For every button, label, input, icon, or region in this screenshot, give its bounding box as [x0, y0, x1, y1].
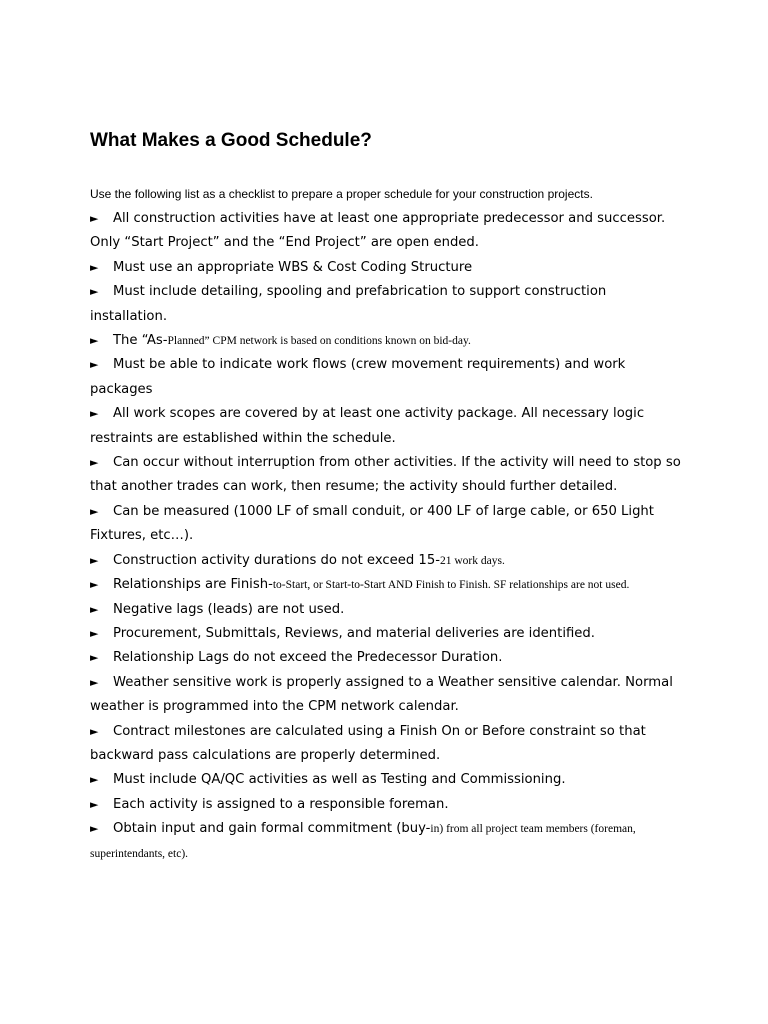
list-item-text: Weather sensitive work is properly assigned to a Weather sensitive calendar. Normal weather is programmed into the CPM network calendar.	[90, 674, 673, 715]
list-item	[90, 671, 682, 720]
list-item-text: The “As-	[113, 333, 168, 349]
bullet-arrow-icon: ►	[90, 651, 99, 665]
list-item	[90, 573, 682, 597]
list-item	[90, 622, 682, 646]
bullet-arrow-icon: ►	[90, 504, 99, 518]
list-item-text: Must include QA/QC activities as well as Testing and Commissioning.	[113, 772, 566, 788]
bullet-arrow-icon: ►	[90, 334, 99, 348]
list-item-text: Relationship Lags do not exceed the Predecessor Duration.	[113, 650, 503, 666]
bullet-arrow-icon: ►	[90, 456, 99, 470]
list-item-text: Can occur without interruption from other activities. If the activity will need to stop so that another trades can work, then resume; the activity should further detailed.	[90, 455, 681, 495]
checklist	[90, 207, 682, 866]
bullet-arrow-icon: ►	[90, 626, 99, 640]
list-item	[90, 353, 682, 402]
list-item-text: Construction activity durations do not exceed 15-	[113, 552, 440, 568]
intro-text: Use the following list as a checklist to prepare a proper schedule for your construction projects.	[90, 187, 593, 201]
list-item-text: Relationships are Finish-	[113, 577, 273, 593]
list-item-text: All work scopes are covered by at least one activity package. All necessary logic restraints are established within the schedule.	[90, 406, 645, 446]
list-item	[90, 500, 682, 549]
bullet-arrow-icon: ►	[90, 358, 99, 372]
list-item-text: Obtain input and gain formal commitment (buy-	[113, 821, 431, 837]
list-item-text: Each activity is assigned to a responsible foreman.	[113, 796, 449, 812]
list-item	[90, 329, 682, 353]
list-item	[90, 402, 682, 451]
bullet-arrow-icon: ►	[90, 212, 99, 225]
bullet-arrow-icon: ►	[90, 578, 99, 592]
list-item	[90, 256, 682, 280]
list-item-text-serif: to-Start, or Start-to-Start AND Finish to Finish. SF relationships are not used.	[272, 579, 630, 592]
list-item	[90, 598, 682, 622]
bullet-arrow-icon: ►	[90, 773, 99, 787]
document-page	[90, 128, 682, 860]
list-item-text: Must include detailing, spooling and prefabrication to support construction installation.	[90, 284, 607, 324]
list-item-text: Procurement, Submittals, Reviews, and material deliveries are identified.	[113, 625, 595, 641]
list-item-text-serif: Planned” CPM network is based on conditions known on bid-day.	[167, 335, 471, 348]
list-item-text: Must use an appropriate WBS & Cost Coding Structure	[113, 259, 473, 275]
list-item	[90, 207, 682, 256]
bullet-arrow-icon: ►	[90, 724, 99, 738]
bullet-arrow-icon: ►	[90, 553, 99, 567]
bullet-arrow-icon: ►	[90, 822, 99, 836]
list-item	[90, 549, 682, 573]
list-item	[90, 817, 682, 866]
page-title: What Makes a Good Schedule?	[90, 130, 372, 151]
list-item	[90, 793, 682, 817]
bullet-arrow-icon: ►	[90, 407, 99, 421]
list-item	[90, 720, 682, 769]
list-item-text: Can be measured (1000 LF of small conduit, or 400 LF of large cable, or 650 Light Fixtures, etc…).	[90, 503, 654, 544]
bullet-arrow-icon: ►	[90, 602, 99, 616]
bullet-arrow-icon: ►	[90, 260, 99, 274]
list-item	[90, 768, 682, 792]
list-item	[90, 451, 682, 500]
bullet-arrow-icon: ►	[90, 797, 99, 811]
list-item	[90, 646, 682, 670]
list-item-text-serif: 21 work days.	[439, 554, 505, 567]
list-item-text: Negative lags (leads) are not used.	[113, 601, 345, 617]
list-item-text-serif: in) from all project team members (foreman, superintendants, etc).	[90, 823, 636, 860]
list-item-text: All construction activities have at least one appropriate predecessor and successor. Only “Start Project” and the “End Project” are open ended.	[90, 211, 666, 251]
list-item-text: Contract milestones are calculated using a Finish On or Before constraint so that backward pass calculations are properly determined.	[90, 723, 646, 763]
list-item-text: Must be able to indicate work flows (crew movement requirements) and work packages	[90, 357, 626, 397]
bullet-arrow-icon: ►	[90, 675, 99, 689]
list-item	[90, 280, 682, 329]
bullet-arrow-icon: ►	[90, 285, 99, 299]
